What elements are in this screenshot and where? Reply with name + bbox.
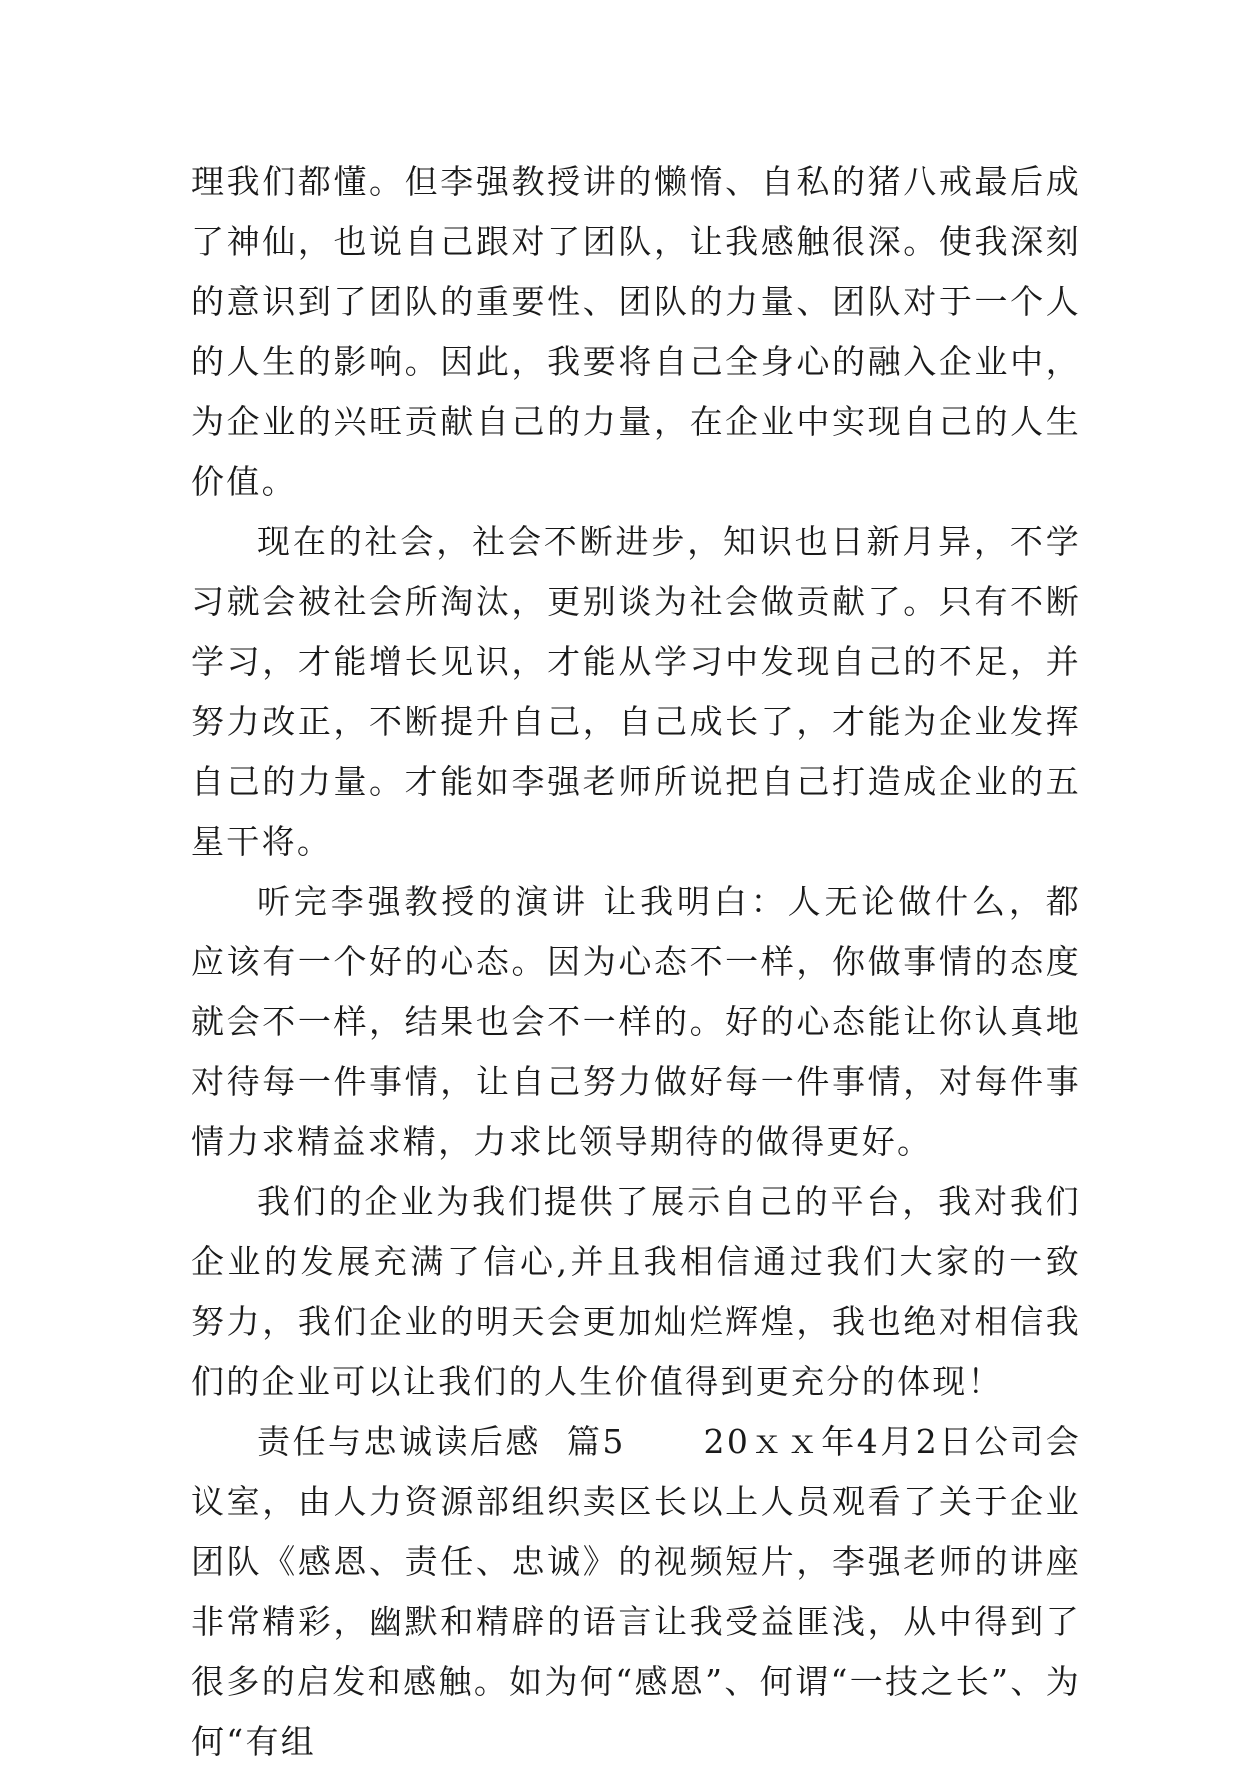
paragraph-5: 责任与忠诚读后感 篇5 20ｘｘ年4月2日公司会议室，由人力资源部组织卖区长以上人员观看了关于企业团队《感恩、责任、忠诚》的视频短片，李强老师的讲座非常精彩，幽默和精辟的语言让我受益匪浅，从中得到了很多的启发和感触。如为何“感恩”、何谓“一技之长”、为何“有组 — [191, 1422, 1081, 1761]
paragraph-2: 现在的社会，社会不断进步，知识也日新月异，不学习就会被社会所淘汰，更别谈为社会做贡献了。只有不断学习，才能增长见识，才能从学习中发现自己的不足，并努力改正，不断提升自己，自己成长了，才能为企业发挥自己的力量。才能如李强老师所说把自己打造成企业的五星干将。 — [191, 522, 1081, 861]
paragraph-1: 理我们都懂。但李强教授讲的懒惰、自私的猪八戒最后成了神仙，也说自己跟对了团队，让我感触很深。使我深刻的意识到了团队的重要性、团队的力量、团队对于一个人的人生的影响。因此，我要将自己全身心的融入企业中，为企业的兴旺贡献自己的力量，在企业中实现自己的人生价值。 — [191, 162, 1081, 501]
body-text — [191, 152, 1081, 1772]
paragraph-4: 我们的企业为我们提供了展示自己的平台，我对我们企业的发展充满了信心,并且我相信通过我们大家的一致努力，我们企业的明天会更加灿烂辉煌，我也绝对相信我们的企业可以让我们的人生价值得到更充分的体现！ — [191, 1182, 1081, 1401]
paragraph-3: 听完李强教授的演讲 让我明白：人无论做什么，都应该有一个好的心态。因为心态不一样，你做事情的态度就会不一样，结果也会不一样的。好的心态能让你认真地对待每一件事情，让自己努力做好每一件事情，对每件事情力求精益求精，力求比领导期待的做得更好。 — [191, 882, 1081, 1161]
